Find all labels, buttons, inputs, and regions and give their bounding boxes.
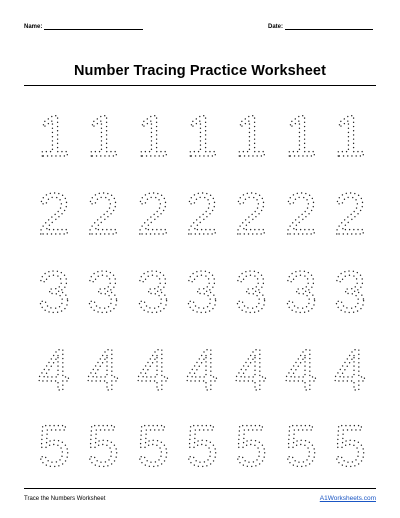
traceable-digit <box>281 104 321 169</box>
traceable-digit <box>281 182 321 247</box>
traceable-digit <box>231 182 271 247</box>
dotted-digit-3: 3 <box>87 260 120 325</box>
dotted-digit-2: 2 <box>185 182 219 247</box>
date-label: Date: <box>268 24 284 30</box>
dotted-digit-1: 1 <box>333 104 367 169</box>
dotted-digit-5: 5 <box>235 414 268 479</box>
footer-caption: Trace the Numbers Worksheet <box>24 496 106 502</box>
dotted-digit-5: 5 <box>333 414 367 479</box>
traceable-digit <box>133 414 173 479</box>
traceable-digit <box>330 104 370 169</box>
traceable-digit <box>182 338 222 403</box>
dotted-digit-1: 1 <box>235 104 268 169</box>
dotted-digit-1: 1 <box>185 104 219 169</box>
dotted-digit-5: 5 <box>87 414 120 479</box>
dotted-digit-2: 2 <box>333 182 367 247</box>
dotted-digit-3: 3 <box>284 260 317 325</box>
dotted-digit-3: 3 <box>37 260 71 325</box>
traceable-digit <box>182 414 222 479</box>
tracing-row-2 <box>34 182 370 247</box>
dotted-digit-4: 4 <box>185 338 219 403</box>
traceable-digit <box>182 260 222 325</box>
date-blank-line <box>285 23 373 30</box>
dotted-digit-1: 1 <box>87 104 120 169</box>
name-label: Name: <box>24 24 43 30</box>
footer-divider <box>24 488 376 489</box>
dotted-digit-1: 1 <box>136 104 169 169</box>
dotted-digit-3: 3 <box>235 260 268 325</box>
dotted-digit-2: 2 <box>136 182 169 247</box>
dotted-digit-5: 5 <box>37 414 71 479</box>
dotted-digit-2: 2 <box>284 182 317 247</box>
traceable-digit <box>133 338 173 403</box>
traceable-digit <box>231 260 271 325</box>
traceable-digit <box>34 414 74 479</box>
traceable-digit <box>330 260 370 325</box>
traceable-digit <box>83 414 123 479</box>
traceable-digit <box>34 338 74 403</box>
dotted-digit-2: 2 <box>235 182 268 247</box>
traceable-digit <box>182 182 222 247</box>
traceable-digit <box>83 104 123 169</box>
traceable-digit <box>281 414 321 479</box>
dotted-digit-5: 5 <box>136 414 169 479</box>
dotted-digit-4: 4 <box>136 338 169 403</box>
traceable-digit <box>231 338 271 403</box>
footer-link[interactable]: A1Worksheets.com <box>319 495 376 502</box>
traceable-digit <box>281 260 321 325</box>
traceable-digit <box>330 338 370 403</box>
name-field <box>24 23 143 30</box>
tracing-row-5 <box>34 414 370 479</box>
traceable-digit <box>231 414 271 479</box>
traceable-digit <box>34 104 74 169</box>
traceable-digit <box>34 260 74 325</box>
dotted-digit-2: 2 <box>37 182 71 247</box>
tracing-row-3 <box>34 260 370 325</box>
date-field <box>268 23 373 30</box>
dotted-digit-4: 4 <box>235 338 268 403</box>
traceable-digit <box>330 182 370 247</box>
traceable-digit <box>133 104 173 169</box>
dotted-digit-1: 1 <box>37 104 71 169</box>
dotted-digit-5: 5 <box>284 414 317 479</box>
dotted-digit-2: 2 <box>87 182 120 247</box>
dotted-digit-3: 3 <box>333 260 367 325</box>
dotted-digit-4: 4 <box>333 338 367 403</box>
traceable-digit <box>182 104 222 169</box>
dotted-digit-3: 3 <box>136 260 169 325</box>
title-divider <box>24 85 376 86</box>
dotted-digit-5: 5 <box>185 414 219 479</box>
dotted-digit-1: 1 <box>284 104 317 169</box>
traceable-digit <box>133 260 173 325</box>
traceable-digit <box>34 182 74 247</box>
tracing-row-4 <box>34 338 370 403</box>
dotted-digit-3: 3 <box>185 260 219 325</box>
dotted-digit-4: 4 <box>37 338 71 403</box>
dotted-digit-4: 4 <box>87 338 120 403</box>
traceable-digit <box>83 182 123 247</box>
tracing-row-1 <box>34 104 370 169</box>
traceable-digit <box>83 338 123 403</box>
name-blank-line <box>44 23 143 30</box>
traceable-digit <box>281 338 321 403</box>
traceable-digit <box>231 104 271 169</box>
traceable-digit <box>83 260 123 325</box>
traceable-digit <box>133 182 173 247</box>
traceable-digit <box>330 414 370 479</box>
page-title: Number Tracing Practice Worksheet <box>73 63 327 79</box>
dotted-digit-4: 4 <box>284 338 317 403</box>
